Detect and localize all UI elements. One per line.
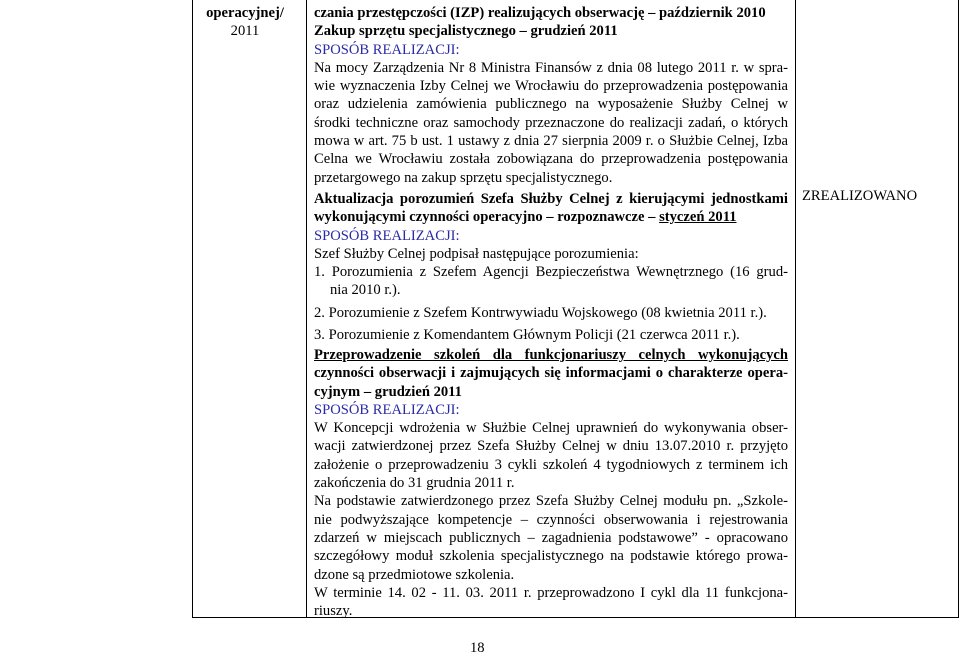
block3-p1-1: wacji zatwierdzonej przez Szefa Służby Celnej w dniu 13.07.2010 r. przyjęto (314, 438, 788, 455)
block3-method-label: SPOSÓB REALIZACJI: (314, 401, 460, 418)
block3-p2-2: zdarzeń w miejscach publicznych – zagadnienia podstawowe” - opracowano (314, 529, 788, 546)
block3-p2-0: Na podstawie zatwierdzonego przez Szefa Służby Celnej modułu pn. „Szkole- (314, 493, 788, 510)
block3-p2-3: szczegółowy moduł szkolenia specjalistycznego na podstawie którego prowa- (314, 548, 788, 565)
block1-method-label: SPOSÓB REALIZACJI: (314, 41, 460, 58)
block-equipment (314, 4, 788, 187)
block1-body-3: środki techniczne oraz samochody przeznaczone do realizacji zadań, o których (314, 114, 788, 131)
table-border-col2 (306, 0, 307, 618)
block2-title-2: wykonującymi czynności operacyjno – rozpoznawcze – styczeń 2011 (314, 209, 737, 226)
block1-line1: czania przestępczości (IZP) realizujących obserwację – październik 2010 (314, 5, 766, 21)
block2-item-3: 3. Porozumienie z Komendantem Głównym Policji (21 czerwca 2011 r.). (314, 327, 740, 344)
block2-item-2: 2. Porozumienie z Szefem Kontrwywiadu Wojskowego (08 kwietnia 2011 r.). (314, 304, 767, 321)
block1-body-4: mowa w art. 75 b ust. 1 ustawy z dnia 27 sierpnia 2009 r. o Służbie Celnej, Izba (314, 133, 788, 150)
block2-title-1: Aktualizacja porozumień Szefa Służby Celnej z kierującymi jednostkami (314, 191, 788, 207)
status-badge: ZREALIZOWANO (802, 188, 918, 204)
block3-title-3: cyjnym – grudzień 2011 (314, 383, 462, 400)
block2-item-1-cont: nia 2010 r.). (330, 282, 401, 299)
block1-body-1: wie wyznaczenia Izby Celnej we Wrocławiu do przeprowadzenia postępowania (314, 78, 788, 95)
block1-line2: Zakup sprzętu specjalistycznego – grudzień 2011 (314, 23, 618, 40)
block3-p2-1: nie podwyższające kompetencje – czynności obserwowania i rejestrowania (314, 511, 788, 528)
period-line1: operacyjnej/ (206, 5, 284, 21)
block-training (314, 346, 788, 620)
block1-body-2: oraz udzielenia zamówienia publicznego na wyposażenie Służby Celnej w (314, 96, 788, 113)
block1-body-0: Na mocy Zarządzenia Nr 8 Ministra Finansów z dnia 08 lutego 2011 r. w spra- (314, 59, 788, 76)
block1-body-6: przetargowego na zakup sprzętu specjalistycznego. (314, 169, 613, 186)
page-number: 18 (470, 640, 485, 656)
block1-body-5: Celna we Wrocławiu została zobowiązana do przeprowadzenia postępowania (314, 151, 788, 168)
block3-p1-2: założenie o przeprowadzeniu 3 cykli szkoleń 4 tygodniowych z terminem ich (314, 456, 788, 473)
block3-p2-4: dzone są przedmiotowe szkolenia. (314, 566, 515, 583)
table-border-col3 (795, 0, 796, 618)
block3-title-1: Przeprowadzenie szkoleń dla funkcjonariuszy celnych wykonujących (314, 347, 788, 363)
block3-p3-1: riuszy. (314, 603, 353, 620)
block3-p1-3: zakończenia do 31 grudnia 2011 r. (314, 475, 515, 492)
period-cell (196, 4, 294, 40)
block-agreements (314, 190, 788, 344)
block2-intro: Szef Służby Celnej podpisał następujące porozumienia: (314, 245, 639, 262)
table-border-left (192, 0, 193, 618)
block2-item-1: 1. Porozumienia z Szefem Agencji Bezpieczeństwa Wewnętrznego (16 grud- (314, 264, 788, 281)
block2-method-label: SPOSÓB REALIZACJI: (314, 227, 460, 244)
table-border-right (958, 0, 959, 618)
block3-p1-0: W Koncepcji wdrożenia w Służbie Celnej uprawnień do wykonywania obser- (314, 420, 788, 437)
block3-p3-0: W terminie 14. 02 - 11. 03. 2011 r. przeprowadzono I cykl dla 11 funkcjona- (314, 584, 788, 601)
block3-title-2: czynności obserwacji i zajmujących się informacjami o charakterze opera- (314, 365, 788, 382)
period-line2: 2011 (230, 23, 260, 39)
